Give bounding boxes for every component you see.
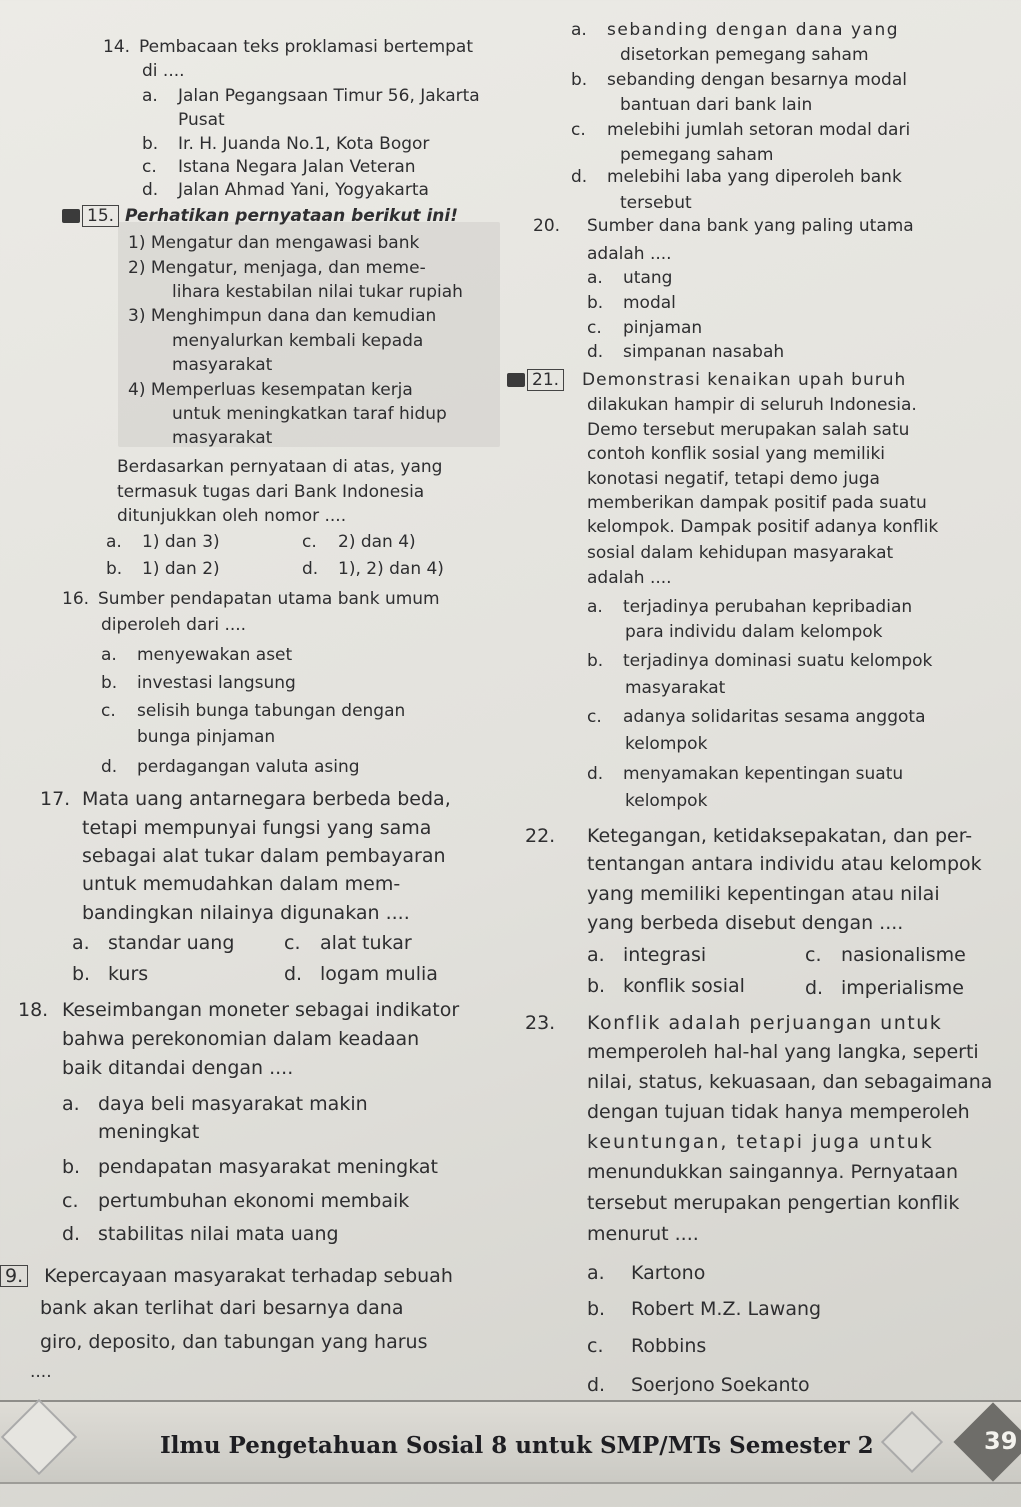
q21-option-a[interactable]: a. terjadinya perubahan kepribadian (587, 597, 913, 617)
q16-option-b[interactable]: b. investasi langsung (101, 673, 296, 693)
q17-option-b[interactable]: b. kurs (72, 963, 149, 985)
q21-stem-8: sosial dalam kehidupan masyarakat (587, 543, 894, 563)
q20-option-c[interactable]: c. pinjaman (587, 318, 703, 338)
q19-option-d[interactable]: d. melebihi laba yang diperoleh bank (571, 167, 902, 187)
q21-option-d-cont: kelompok (625, 791, 708, 811)
q16-stem-1: 16. Sumber pendapatan utama bank umum (62, 589, 440, 609)
q19-option-c-cont: pemegang saham (620, 145, 774, 165)
q21-option-b[interactable]: b. terjadinya dominasi suatu kelompok (587, 651, 933, 671)
q21-option-c[interactable]: c. adanya solidaritas sesama anggota (587, 707, 926, 727)
hots-icon (507, 373, 525, 387)
q16-option-c[interactable]: c. selisih bunga tabungan dengan (101, 701, 406, 721)
q16-option-d[interactable]: d. perdagangan valuta asing (101, 757, 360, 777)
q21-stem-5: konotasi negatif, tetapi demo juga (587, 469, 880, 489)
q22-option-a[interactable]: a. integrasi (587, 944, 707, 966)
footer-title: Ilmu Pengetahuan Sosial 8 untuk SMP/MTs Semester 2 (160, 1432, 874, 1459)
hots-icon (62, 209, 80, 223)
q18-option-d[interactable]: d. stabilitas nilai mata uang (62, 1223, 339, 1245)
q21-stem-4: contoh konflik sosial yang memiliki (587, 444, 886, 464)
q17-option-c[interactable]: c. alat tukar (284, 932, 412, 954)
q18-option-a-cont: meningkat (98, 1121, 200, 1143)
q18-stem-3: baik ditandai dengan .... (62, 1057, 294, 1079)
q21-option-a-cont: para individu dalam kelompok (625, 622, 883, 642)
q23-stem-5: keuntungan, tetapi juga untuk (587, 1131, 934, 1153)
q22-option-c[interactable]: c. nasionalisme (805, 944, 966, 966)
q14-option-a-cont: Pusat (178, 110, 225, 130)
q20-option-b[interactable]: b. modal (587, 293, 676, 313)
q14-option-c[interactable]: c. Istana Negara Jalan Veteran (142, 157, 416, 177)
q15-option-a[interactable]: a. 1) dan 3) (106, 532, 220, 552)
q15-option-c[interactable]: c. 2) dan 4) (302, 532, 416, 552)
q15-statement-1: 1) Mengatur dan mengawasi bank (128, 233, 420, 253)
q17-stem-2: tetapi mempunyai fungsi yang sama (82, 817, 432, 839)
q21-option-b-cont: masyarakat (625, 678, 726, 698)
q20-option-a[interactable]: a. utang (587, 268, 673, 288)
q23-stem-7: tersebut merupakan pengertian konflik (587, 1192, 960, 1214)
q19-stem-1: 9. Kepercayaan masyarakat terhadap sebuah (0, 1265, 453, 1287)
q23-option-d[interactable]: d. Soerjono Soekanto (587, 1374, 810, 1396)
q16-stem-2: diperoleh dari .... (101, 615, 247, 635)
q19-stem-4: .... (30, 1362, 52, 1382)
page-number: 39 (984, 1427, 1018, 1455)
q15-statement-2-cont: lihara kestabilan nilai tukar rupiah (172, 282, 463, 302)
q19-option-a[interactable]: a. sebanding dengan dana yang (571, 20, 900, 40)
q19-option-c[interactable]: c. melebihi jumlah setoran modal dari (571, 120, 911, 140)
q15-statement-3: 3) Menghimpun dana dan kemudian (128, 306, 437, 326)
q15-option-b[interactable]: b. 1) dan 2) (106, 559, 220, 579)
q15-statement-4-cont: untuk meningkatkan taraf hidup (172, 404, 447, 424)
q19-option-b[interactable]: b. sebanding dengan besarnya modal (571, 70, 907, 90)
q23-option-c[interactable]: c. Robbins (587, 1335, 707, 1357)
q22-stem-2: tentangan antara individu atau kelompok (587, 853, 982, 875)
q17-option-d[interactable]: d. logam mulia (284, 963, 438, 985)
q18-option-a[interactable]: a. daya beli masyarakat makin (62, 1093, 368, 1115)
q23-stem-6: menundukkan saingannya. Pernyataan (587, 1161, 959, 1183)
q21-stem-6: memberikan dampak positif pada suatu (587, 493, 927, 513)
q15-option-d[interactable]: d. 1), 2) dan 4) (302, 559, 444, 579)
q15-statement-3-cont: menyalurkan kembali kepada (172, 331, 424, 351)
q20-stem-1: 20. Sumber dana bank yang paling utama (533, 216, 914, 236)
q21-stem-7: kelompok. Dampak positif adanya konflik (587, 517, 939, 537)
q16-option-c-cont: bunga pinjaman (137, 727, 276, 747)
q15-statement-3-cont2: masyarakat (172, 355, 273, 375)
q23-option-a[interactable]: a. Kartono (587, 1262, 706, 1284)
q21-stem-1: 21. Demonstrasi kenaikan upah buruh (507, 369, 906, 391)
q21-option-c-cont: kelompok (625, 734, 708, 754)
q22-stem-3: yang memiliki kepentingan atau nilai (587, 883, 940, 905)
q22-option-d[interactable]: d. imperialisme (805, 977, 964, 999)
q19-stem-3: giro, deposito, dan tabungan yang harus (40, 1331, 428, 1353)
q15-question-1: Berdasarkan pernyataan di atas, yang (117, 457, 443, 477)
q22-stem-1: 22. Ketegangan, ketidaksepakatan, dan per- (525, 825, 973, 847)
q19-option-b-cont: bantuan dari bank lain (620, 95, 813, 115)
q17-stem-1: 17. Mata uang antarnegara berbeda beda, (40, 788, 451, 810)
q15-statement-4: 4) Memperluas kesempatan kerja (128, 380, 413, 400)
q14-option-d[interactable]: d. Jalan Ahmad Yani, Yogyakarta (142, 180, 429, 200)
q18-option-c[interactable]: c. pertumbuhan ekonomi membaik (62, 1190, 410, 1212)
q18-stem-2: bahwa perekonomian dalam keadaan (62, 1028, 420, 1050)
q21-stem-3: Demo tersebut merupakan salah satu (587, 420, 910, 440)
q22-option-b[interactable]: b. konflik sosial (587, 975, 745, 997)
q20-option-d[interactable]: d. simpanan nasabah (587, 342, 785, 362)
q23-stem-1: 23. Konflik adalah perjuangan untuk (525, 1012, 943, 1034)
q17-stem-4: untuk memudahkan dalam mem- (82, 873, 401, 895)
q23-option-b[interactable]: b. Robert M.Z. Lawang (587, 1298, 822, 1320)
q21-option-d[interactable]: d. menyamakan kepentingan suatu (587, 764, 904, 784)
q15-intro: 15. Perhatikan pernyataan berikut ini! (62, 205, 458, 227)
q22-stem-4: yang berbeda disebut dengan .... (587, 912, 904, 934)
q21-stem-2: dilakukan hampir di seluruh Indonesia. (587, 395, 917, 415)
q16-option-a[interactable]: a. menyewakan aset (101, 645, 293, 665)
q17-option-a[interactable]: a. standar uang (72, 932, 235, 954)
q18-option-b[interactable]: b. pendapatan masyarakat meningkat (62, 1156, 438, 1178)
q19-option-a-cont: disetorkan pemegang saham (620, 45, 869, 65)
q23-stem-4: dengan tujuan tidak hanya memperoleh (587, 1101, 970, 1123)
q15-question-2: termasuk tugas dari Bank Indonesia (117, 482, 425, 502)
q19-option-d-cont: tersebut (620, 193, 692, 213)
q20-stem-2: adalah .... (587, 244, 672, 264)
q21-stem-9: adalah .... (587, 568, 672, 588)
q18-stem-1: 18. Keseimbangan moneter sebagai indikator (18, 999, 460, 1021)
q23-stem-2: memperoleh hal-hal yang langka, seperti (587, 1041, 979, 1063)
q17-stem-5: bandingkan nilainya digunakan .... (82, 902, 410, 924)
q14-option-b[interactable]: b. Ir. H. Juanda No.1, Kota Bogor (142, 134, 430, 154)
q23-stem-3: nilai, status, kekuasaan, dan sebagaimana (587, 1071, 993, 1093)
q17-stem-3: sebagai alat tukar dalam pembayaran (82, 845, 446, 867)
q14-stem-2: di .... (142, 61, 185, 81)
q15-question-3: ditunjukkan oleh nomor .... (117, 506, 347, 526)
q15-statement-2: 2) Mengatur, menjaga, dan meme- (128, 258, 426, 278)
q15-statement-4-cont2: masyarakat (172, 428, 273, 448)
q14-stem-1: 14. Pembacaan teks proklamasi bertempat (103, 37, 474, 57)
q23-stem-8: menurut .... (587, 1223, 699, 1245)
q14-option-a[interactable]: a. Jalan Pegangsaan Timur 56, Jakarta (142, 86, 480, 106)
q19-stem-2: bank akan terlihat dari besarnya dana (40, 1297, 404, 1319)
